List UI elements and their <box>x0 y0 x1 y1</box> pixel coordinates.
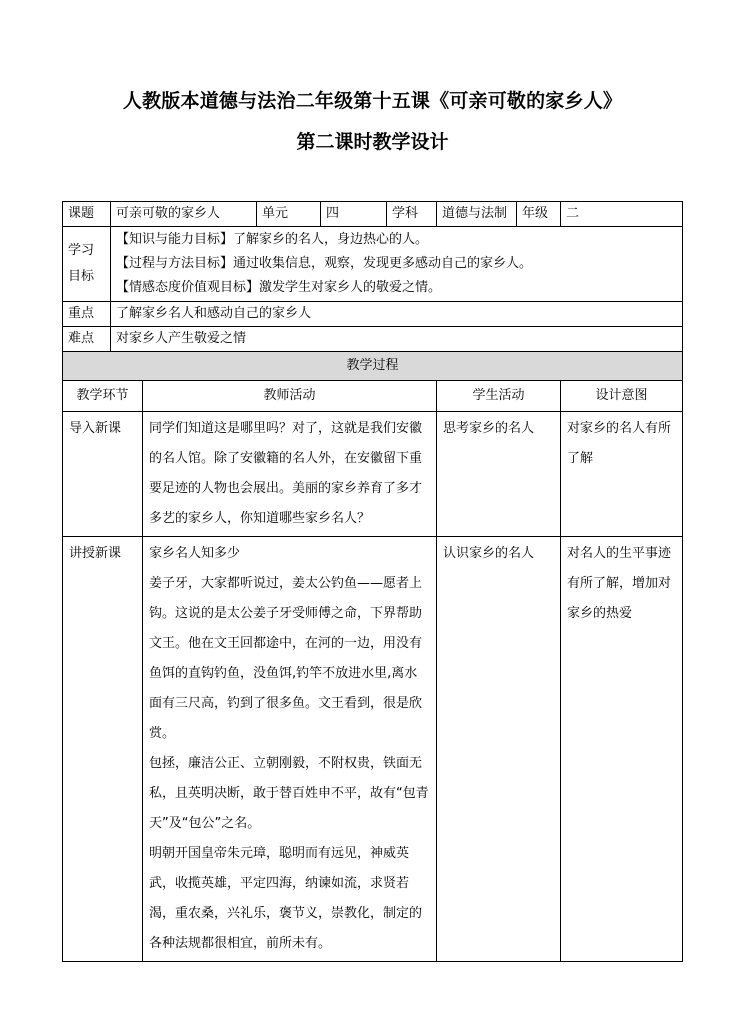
process-section-row <box>63 352 683 381</box>
process-section-title: 教学过程 <box>63 352 683 381</box>
key-point-row <box>63 302 683 327</box>
goals-content <box>111 227 683 302</box>
teacher-activity-cell <box>143 537 437 962</box>
subject-label: 学科 <box>387 202 437 227</box>
table-row <box>63 537 683 962</box>
teacher-activity-cell <box>143 412 437 537</box>
teacher-paragraph: 明朝开国皇帝朱元璋，聪明而有远见，神威英武，收揽英雄，平定四海，纳谏如流，求贤若渴，重农桑，兴礼乐，褒节义，崇教化，制定的各种法规都很相宜，前所未有。 <box>149 846 423 951</box>
teacher-paragraph: 家乡名人知多少 <box>149 546 241 561</box>
difficulty-label: 难点 <box>63 327 111 352</box>
lesson-plan-table <box>62 201 683 962</box>
stage-cell: 导入新课 <box>63 412 143 537</box>
goals-label: 学习目标 <box>63 227 111 302</box>
teacher-paragraph: 姜子牙，大家都听说过，姜太公钓鱼——愿者上钩。这说的是太公姜子牙受师傅之命，下界帮助文王。他在文王回都途中，在河的一边，用没有鱼饵的直钩钓鱼，没鱼饵,钓竿不放进水里,离水面有三尺高，钓到了很多鱼。文王看到，很是欣赏。 <box>149 576 423 741</box>
student-activity-cell: 思考家乡的名人 <box>437 412 561 537</box>
course-label: 课题 <box>63 202 111 227</box>
key-point-label: 重点 <box>63 302 111 327</box>
goals-row <box>63 227 683 302</box>
goal-emotion: 【情感态度价值观目标】激发学生对家乡人的敬爱之情。 <box>116 280 442 295</box>
subject-value: 道德与法制 <box>437 202 517 227</box>
key-point-value: 了解家乡名人和感动自己的家乡人 <box>111 302 683 327</box>
design-intent-cell: 对家乡的名人有所了解 <box>561 412 683 537</box>
difficulty-row <box>63 327 683 352</box>
document-title: 人教版本道德与法治二年级第十五课《可亲可敬的家乡人》 <box>122 90 623 112</box>
header-teacher: 教师活动 <box>143 381 437 412</box>
grade-label: 年级 <box>517 202 561 227</box>
goal-knowledge: 【知识与能力目标】了解家乡的名人，身边热心的人。 <box>116 232 429 247</box>
difficulty-value: 对家乡人产生敬爱之情 <box>111 327 683 352</box>
header-intent: 设计意图 <box>561 381 683 412</box>
goal-process: 【过程与方法目标】通过收集信息，观察，发现更多感动自己的家乡人。 <box>116 256 533 271</box>
unit-value: 四 <box>321 202 387 227</box>
header-student: 学生活动 <box>437 381 561 412</box>
design-intent-cell: 对名人的生平事迹有所了解，增加对家乡的热爱 <box>561 537 683 962</box>
course-value: 可亲可敬的家乡人 <box>111 202 257 227</box>
unit-label: 单元 <box>257 202 321 227</box>
teacher-paragraph: 包拯，廉洁公正、立朝刚毅，不附权贵，铁面无私，且英明决断，敢于替百姓申不平，故有“包青天”及“包公”之名。 <box>149 756 429 831</box>
table-row <box>63 412 683 537</box>
process-header-row <box>63 381 683 412</box>
grade-value: 二 <box>561 202 683 227</box>
teacher-paragraph: 同学们知道这是哪里吗？对了，这就是我们安徽的名人馆。除了安徽籍的名人外，在安徽留下重要足迹的人物也会展出。美丽的家乡养育了多才多艺的家乡人，你知道哪些家乡名人？ <box>149 421 423 526</box>
header-stage: 教学环节 <box>63 381 143 412</box>
document-subtitle: 第二课时教学设计 <box>296 131 449 153</box>
info-row <box>63 202 683 227</box>
student-activity-cell: 认识家乡的名人 <box>437 537 561 962</box>
stage-cell: 讲授新课 <box>63 537 143 962</box>
